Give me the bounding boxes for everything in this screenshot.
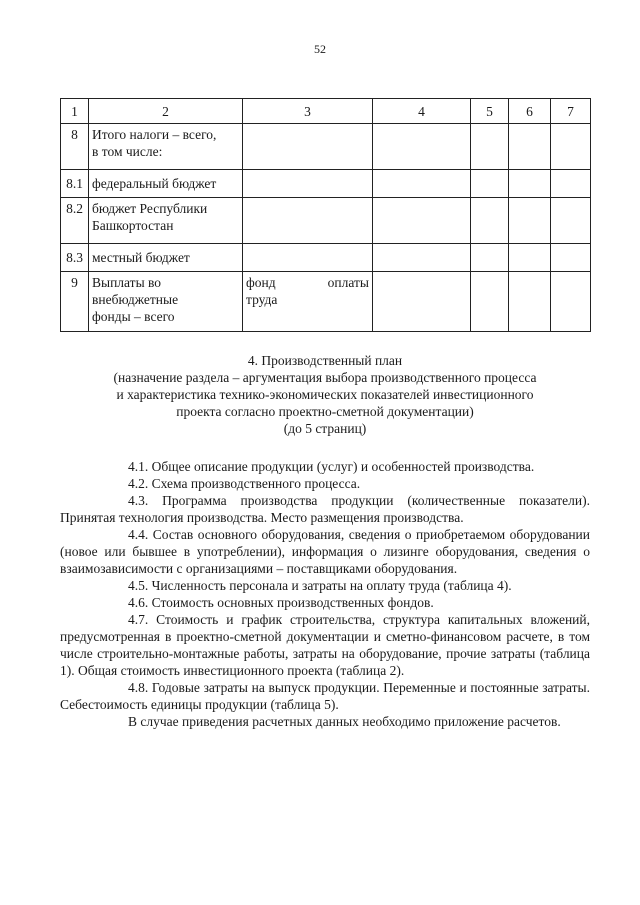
table-cell [471,198,509,244]
table-header-cell: 6 [509,99,551,124]
table-cell [471,244,509,272]
row-number: 8.1 [61,170,89,198]
table-header-cell: 1 [61,99,89,124]
table-cell [373,272,471,332]
table-cell [471,124,509,170]
paragraph: 4.6. Стоимость основных производственных фондов. [128,595,434,610]
table-cell [373,124,471,170]
table-cell [471,272,509,332]
table-cell [243,170,373,198]
page-number: 52 [314,42,326,56]
row-name: Итого налоги – всего, в том числе: [89,124,243,170]
table-cell-fund: фонд оплаты труда [243,272,373,332]
table-cell [471,170,509,198]
paragraph: 4.2. Схема производственного процесса. [128,476,361,491]
paragraph: В случае приведения расчетных данных необходимо приложение расчетов. [128,714,561,729]
table-cell [509,170,551,198]
table-cell [243,124,373,170]
table-cell [509,198,551,244]
paragraph: 4.1. Общее описание продукции (услуг) и особенностей производства. [128,459,535,474]
paragraph: 4.8. Годовые затраты на выпуск продукции. Переменные и постоянные затраты. Себестоимость единицы продукции (таблица 5). [60,680,590,712]
table-cell [509,244,551,272]
row-name: федеральный бюджет [89,170,243,198]
row-name: местный бюджет [89,244,243,272]
table-header-row [61,99,591,124]
paragraph: 4.4. Состав основного оборудования, сведения о приобретаемом оборудовании (новое или бывшее в употреблении), информация о лизинге оборудования, сведения о взаимозависимости с организациями – поставщиками оборудования. [60,527,590,576]
table-cell [551,272,591,332]
table-cell [551,244,591,272]
table-cell [551,198,591,244]
table-cell [373,198,471,244]
table-cell [551,170,591,198]
row-number: 9 [61,272,89,332]
table-header-cell: 3 [243,99,373,124]
section-subtitle-line: (назначение раздела – аргументация выбора производственного процесса [113,370,537,385]
table-cell [243,244,373,272]
row-number: 8 [61,124,89,170]
table-cell [243,198,373,244]
table-header-cell: 4 [373,99,471,124]
table-cell [373,244,471,272]
table-row [61,272,591,332]
table-cell [373,170,471,198]
table-cell [509,272,551,332]
section-subtitle-line: (до 5 страниц) [283,421,367,436]
row-name: бюджет Республики Башкортостан [89,198,243,244]
paragraph: 4.7. Стоимость и график строительства, структура капитальных вложений, предусмотренная в проектно-сметной документации и сметно-финансовом расчете, в том числе строительно-монтажные работы, затраты на оборудование, прочие затраты (таблица 1). Общая стоимость инвестиционного проекта (таблица 2). [60,612,590,678]
section-subtitle-line: и характеристика технико-экономических показателей инвестиционного [116,387,534,402]
table-header-cell: 2 [89,99,243,124]
section-title: 4. Производственный план [247,353,403,368]
paragraph: 4.3. Программа производства продукции (количественные показатели). Принятая технология производства. Место размещения производства. [60,493,590,525]
table-header-cell: 7 [551,99,591,124]
row-number: 8.2 [61,198,89,244]
section-body [60,458,590,730]
paragraph: 4.5. Численность персонала и затраты на оплату труда (таблица 4). [128,578,512,593]
table-cell [551,124,591,170]
row-number: 8.3 [61,244,89,272]
table-row [61,170,591,198]
tax-table [60,98,591,332]
section-heading [60,352,590,437]
table-row [61,124,591,170]
row-name: Выплаты во внебюджетные фонды – всего [89,272,243,332]
table-row [61,244,591,272]
section-subtitle-line: проекта согласно проектно-сметной документации) [176,404,474,419]
table-header-cell: 5 [471,99,509,124]
table-cell [509,124,551,170]
table-row [61,198,591,244]
